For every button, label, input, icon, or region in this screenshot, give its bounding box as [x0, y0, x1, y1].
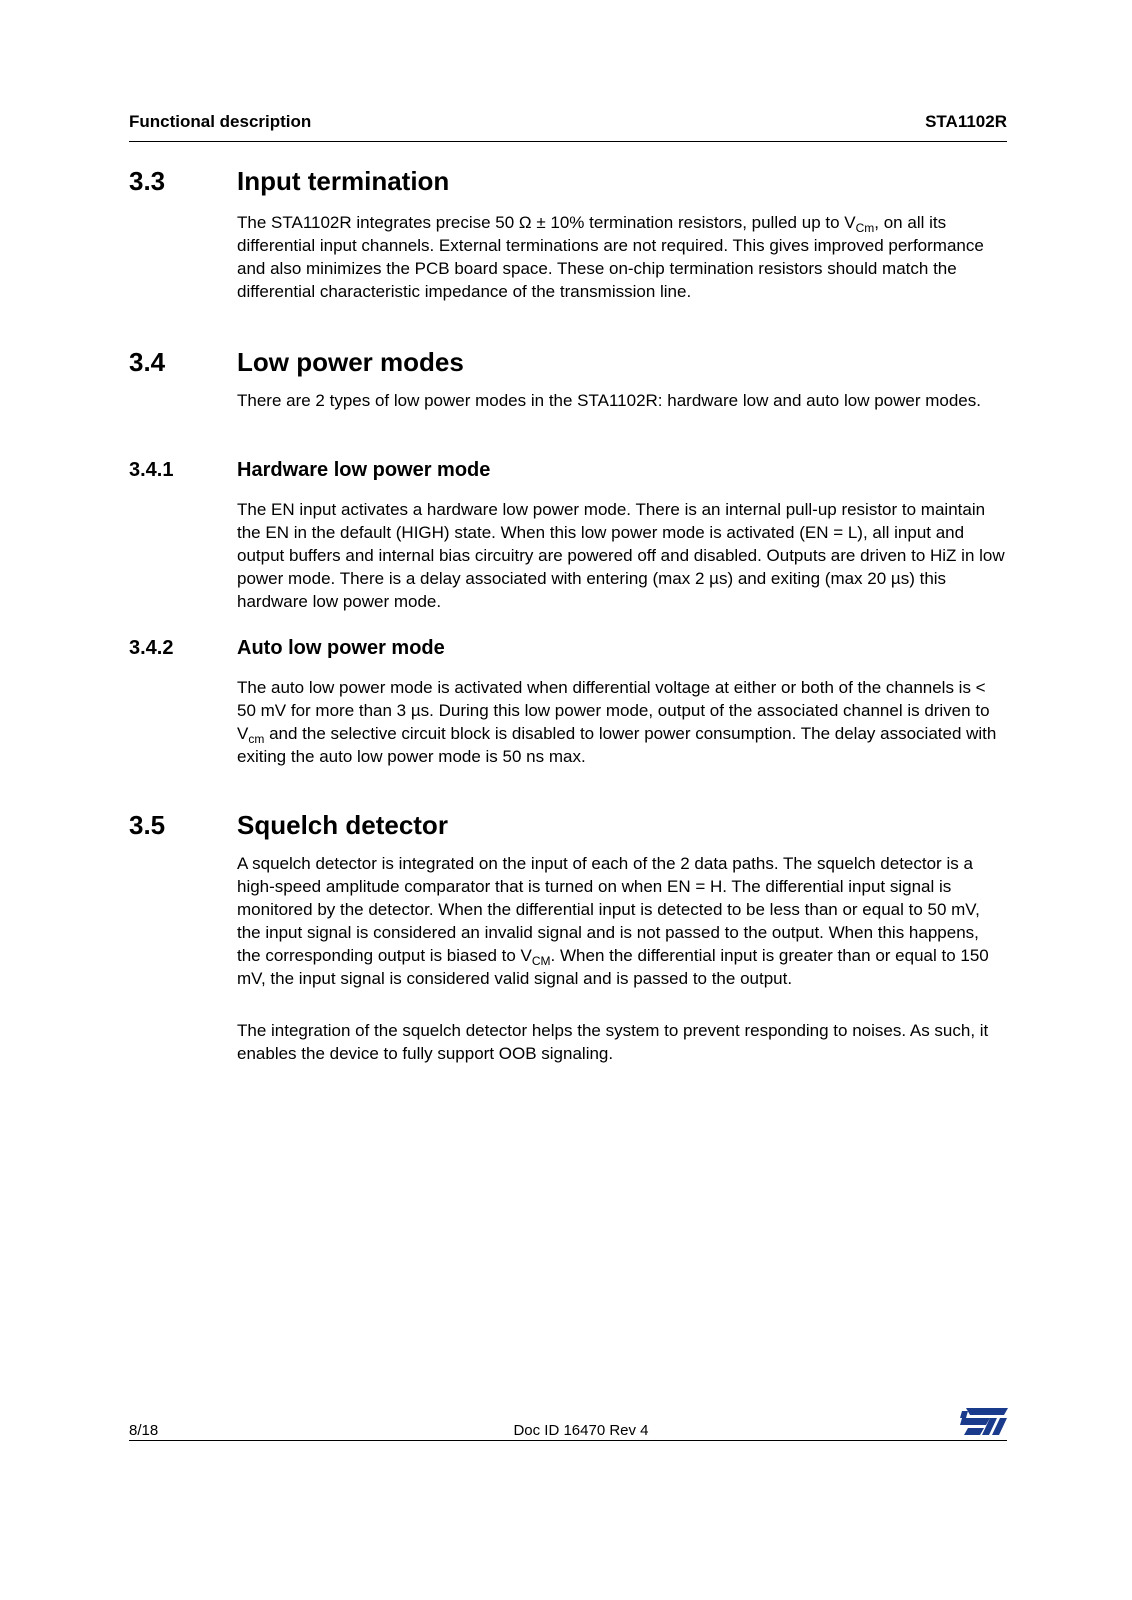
heading-title: Hardware low power mode: [237, 459, 491, 481]
heading-3-4-1: [129, 459, 1007, 482]
header-divider: [129, 141, 1007, 142]
paragraph-low-power-modes: There are 2 types of low power modes in the STA1102R: hardware low and auto low power modes.: [237, 391, 981, 410]
heading-number: 3.4: [129, 347, 166, 377]
header-section-title: Functional description: [129, 112, 312, 131]
paragraph-auto-low-power: The auto low power mode is activated when differential voltage at either or both of the channels is < 50 mV for more than 3 µs. During this low power mode, output of the associated channel is driven to $V_{cm}$ and the selective circuit block is disabled to lower power consumption. The delay associated with exiting the auto low power mode is 50 ns max.: [237, 678, 997, 766]
document-id: Doc ID 16470 Rev 4: [513, 1422, 649, 1439]
footer-divider: [129, 1440, 1007, 1441]
heading-number: 3.3: [129, 166, 166, 196]
page-header: [129, 112, 1007, 132]
heading-title: Squelch detector: [237, 810, 448, 840]
heading-3-5: [129, 810, 1007, 841]
heading-number: 3.4.2: [129, 637, 174, 659]
paragraph-input-termination: The STA1102R integrates precise 50 Ω ± 10% termination resistors, pulled up to $V_{Cm}$, on all its differential input channels. External terminations are not required. This gives improved performance and also minimizes the PCB board space. These on-chip termination resistors should match the differential characteristic impedance of the transmission line.: [237, 213, 984, 301]
heading-title: Auto low power mode: [237, 637, 445, 659]
heading-title: Input termination: [237, 166, 450, 196]
st-logo-icon: [960, 1406, 1008, 1436]
heading-number: 3.4.1: [129, 459, 174, 481]
heading-3-4-2: [129, 637, 1007, 660]
header-part-number: STA1102R: [925, 112, 1007, 131]
page-number: 8/18: [129, 1422, 159, 1439]
heading-title: Low power modes: [237, 347, 464, 377]
paragraph-squelch-integration: The integration of the squelch detector helps the system to prevent responding to noises. As such, it enables the device to fully support OOB signaling.: [237, 1021, 989, 1063]
heading-3-3: [129, 166, 1007, 197]
heading-3-4: [129, 347, 1007, 378]
paragraph-squelch-detector: A squelch detector is integrated on the input of each of the 2 data paths. The squelch detector is a high-speed amplitude comparator that is turned on when EN = H. The differential input signal is monitored by the detector. When the differential input is detected to be less than or equal to 50 mV, the input signal is considered an invalid signal and is not passed to the output. When this happens, the corresponding output is biased to $V_{CM}$. When the differential input is greater than or equal to 150 mV, the input signal is considered valid signal and is passed to the output.: [237, 854, 989, 988]
heading-number: 3.5: [129, 810, 166, 840]
paragraph-hardware-low-power: The EN input activates a hardware low power mode. There is an internal pull-up resistor to maintain the EN in the default (HIGH) state. When this low power mode is activated (EN = L), all input and output buffers and internal bias circuitry are powered off and disabled. Outputs are driven to HiZ in low power mode. There is a delay associated with entering (max 2 µs) and exiting (max 20 µs) this hardware low power mode.: [237, 500, 1005, 611]
